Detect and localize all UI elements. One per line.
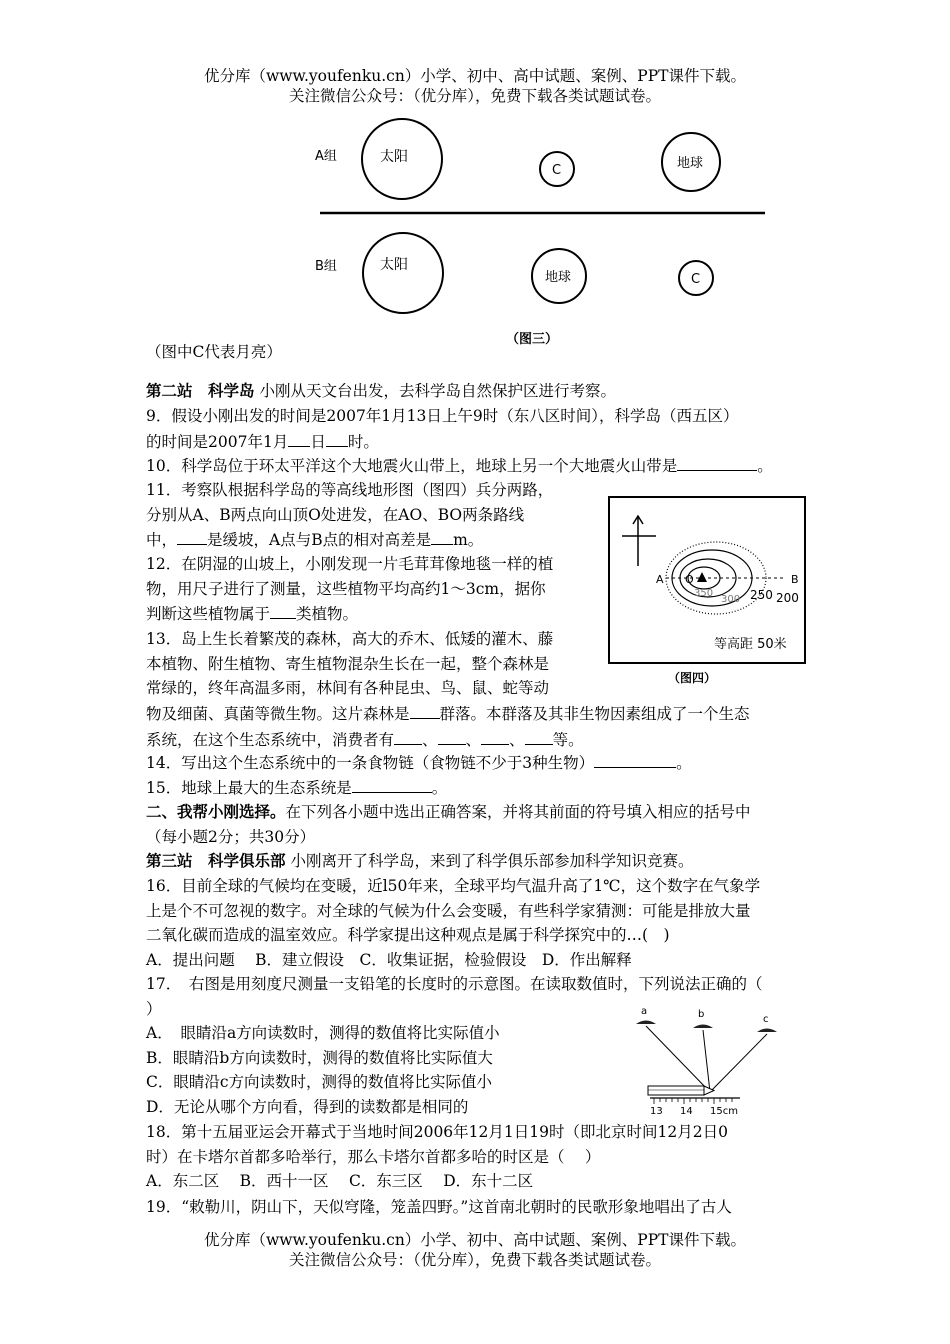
q13-consumer-blank-4[interactable]	[525, 727, 553, 745]
point-o-label: O	[685, 573, 694, 586]
q13-text-c: 系统，在这个生态系统中，消费者有	[146, 730, 395, 749]
header-line-1: 优分库（www.youfenku.cn）小学、初中、高中试题、案例、PPT课件下载。	[203, 67, 747, 85]
eye-c-icon	[757, 1029, 777, 1033]
figure-4	[608, 496, 808, 688]
section-2-line-1	[146, 800, 810, 825]
eye-b-label: b	[698, 1009, 705, 1020]
peak-marker	[697, 572, 707, 582]
q11-text-c: m。	[453, 531, 484, 549]
point-a-label: A	[656, 573, 664, 586]
q14-text: 14．写出这个生态系统中的一条食物链（食物链不少于3种生物）	[146, 754, 595, 772]
q14-end: 。	[676, 754, 692, 772]
contour-300-label: 300	[721, 594, 741, 605]
q13-sep-3: 、	[509, 730, 525, 749]
figure-3-caption: （图三）	[506, 332, 559, 347]
section-2-text: 在下列各小题中选出正确答案，并将其前面的符号填入相应的括号中	[285, 803, 751, 821]
q9-text-c: 时。	[347, 432, 379, 451]
q10-end: 。	[757, 457, 773, 475]
station-3	[146, 849, 810, 874]
q11-line-1: 11．考察队根据科学岛的等高线地形图（图四）兵分两路，	[146, 481, 554, 499]
q17-option-c: C．眼睛沿c方向读数时，测得的数值将比实际值小	[146, 1073, 493, 1091]
question-10	[146, 453, 826, 479]
q17-option-b: B．眼睛沿b方向读数时，测得的数值将比实际值大	[146, 1048, 493, 1067]
q13-line-5	[146, 727, 810, 753]
ruler-ticks	[654, 1098, 732, 1104]
q14-blank[interactable]	[594, 750, 676, 768]
q13-consumer-blank-2[interactable]	[438, 727, 466, 745]
station-2-intro: 小刚从天文台出发，去科学岛自然保护区进行考察。	[259, 382, 616, 400]
q10-blank[interactable]	[677, 453, 757, 471]
question-16	[146, 874, 810, 972]
tick-13-label: 13	[650, 1106, 663, 1117]
question-18	[146, 1120, 810, 1194]
question-9	[146, 404, 810, 454]
question-15	[146, 775, 810, 801]
section-2	[146, 800, 810, 849]
q11-height-blank[interactable]	[431, 527, 453, 545]
footer-line-2: 关注微信公众号：（优分库），免费下载各类试题试卷。	[288, 1251, 661, 1269]
q12-text-b: 类植物。	[296, 605, 359, 623]
station-3-title: 第三站 科学俱乐部	[146, 851, 286, 870]
q11-text-b: 是缓坡，A点与B点的相对高差是	[207, 531, 432, 549]
q13-text-a: 物及细菌、真菌等微生物。这片森林是	[146, 705, 410, 723]
q18-options: A．东二区 B．西十一区 C．东三区 D．东十二区	[146, 1172, 534, 1190]
contour-200-label: 200	[776, 591, 799, 605]
eye-b-icon	[693, 1025, 713, 1029]
point-b-label: B	[791, 573, 799, 586]
q12-line-2: 物，用尺子进行了测量，这些植物平均高约1～3cm，据你	[146, 579, 546, 598]
q12-line-1: 12．在阴湿的山坡上，小刚发现一片毛茸茸像地毯一样的植	[146, 555, 554, 573]
moon-a-label: C	[552, 163, 562, 178]
q12-blank[interactable]	[270, 601, 296, 619]
q17-line-2: ）	[146, 999, 162, 1018]
q13-line-2: 本植物、附生植物、寄生植物混杂生长在一起，整个森林是	[146, 654, 550, 673]
q9-line-1: 9．假设小刚出发的时间是2007年1月13日上午9时（东八区时间），科学岛（西五区）	[146, 407, 739, 425]
q9-text-b: 日	[310, 432, 326, 451]
q12-text-a: 判断这些植物属于	[146, 605, 271, 623]
figure-4-caption: （图四）	[668, 671, 717, 685]
q17-line-1: 17． 右图是用刻度尺测量一支铅笔的长度时的示意图。在读取数值时，下列说法正确的（	[146, 975, 763, 993]
station-3-intro: 小刚离开了科学岛，来到了科学俱乐部参加科学知识竞赛。	[290, 852, 694, 870]
q15-text: 15．地球上最大的生态系统是	[146, 779, 352, 797]
sun-a-label: 太阳	[380, 149, 408, 165]
q9-day-blank[interactable]	[288, 429, 310, 447]
sight-line-a	[646, 1026, 710, 1092]
q11-line-2: 分别从A、B两点向山顶O处进发，在AO、BO两条路线	[146, 505, 525, 524]
q17-option-d: D．无论从哪个方向看，得到的读数都是相同的	[146, 1097, 469, 1116]
q11-text-a: 中，	[146, 531, 178, 549]
pencil-body	[648, 1086, 704, 1095]
question-13-top	[146, 627, 596, 701]
q17-option-a: A． 眼睛沿a方向读数时，测得的数值将比实际值小	[146, 1024, 500, 1042]
q13-consumer-blank-1[interactable]	[394, 727, 422, 745]
q13-text-d: 等。	[552, 730, 584, 749]
question-13-bottom	[146, 701, 810, 752]
q13-line-3: 常绿的，终年高温多雨，林间有各种昆虫、鸟、鼠、蛇等动	[146, 679, 550, 697]
sight-line-c	[710, 1034, 767, 1092]
question-12	[146, 552, 596, 627]
figure-3	[300, 110, 780, 350]
q11-slope-blank[interactable]	[177, 527, 207, 545]
tick-15-label: 15cm	[710, 1106, 738, 1117]
contour-250-label: 250	[750, 588, 773, 602]
moon-b-label: C	[691, 272, 701, 287]
question-11	[146, 478, 596, 553]
q9-hour-blank[interactable]	[326, 429, 348, 447]
contour-350-label: 350	[694, 588, 714, 599]
q10-text: 10．科学岛位于环太平洋这个大地震火山带上，地球上另一个大地震火山带是	[146, 457, 678, 475]
q13-line-1: 13．岛上生长着繁茂的森林，高大的乔木、低矮的灌木、藤	[146, 630, 554, 648]
q13-text-b: 群落。本群落及其非生物因素组成了一个生态	[439, 705, 750, 723]
eye-c-label: c	[763, 1014, 769, 1025]
q13-consumer-blank-3[interactable]	[481, 727, 509, 745]
question-14	[146, 750, 810, 776]
q16-line-2: 上是个不可忽视的数字。对全球的气候为什么会变暖，有些科学家猜测：可能是排放大量	[146, 901, 751, 920]
q18-line-2: 时）在卡塔尔首都多哈举行，那么卡塔尔首都多哈的时区是（ ）	[146, 1147, 601, 1166]
q15-end: 。	[431, 779, 448, 797]
ruler-figure	[630, 1000, 790, 1120]
station-2	[146, 379, 810, 404]
q16-line-1: 16．目前全球的气候均在变暖，近l50年来，全球平均气温升高了1℃，这个数字在气象学	[146, 877, 761, 895]
q19-line-1: 19．“敕勒川，阴山下，天似穹隆，笼盖四野。”这首南北朝时的民歌形象地唱出了古人	[146, 1198, 732, 1216]
section-2-line-2: （每小题2分；共30分）	[146, 827, 316, 846]
tick-14-label: 14	[680, 1106, 693, 1117]
eye-a-icon	[636, 1021, 656, 1025]
q18-line-1: 18．第十五届亚运会开幕式于当地时间2006年12月1日19时（即北京时间12月2日0	[146, 1123, 728, 1141]
q13-line-4	[146, 701, 810, 727]
station-2-title: 第二站 科学岛	[146, 381, 255, 400]
q12-line-3	[146, 601, 596, 627]
sun-b-label: 太阳	[380, 257, 408, 273]
q13-sep-1: 、	[422, 730, 438, 749]
group-b-label: B组	[315, 259, 337, 274]
q9-line-2	[146, 429, 810, 455]
q13-community-blank[interactable]	[410, 701, 440, 719]
sun-b-circle	[363, 233, 443, 313]
section-2-title: 二、我帮小刚选择。	[146, 802, 286, 821]
header-line-2: 关注微信公众号：（优分库），免费下载各类试题试卷。	[288, 87, 661, 105]
q16-options: A．提出问题 B．建立假设 C．收集证据，检验假设 D．作出解释	[146, 950, 632, 969]
earth-b-label: 地球	[545, 270, 572, 285]
q16-line-3: 二氧化碳而造成的温室效应。科学家提出这种观点是属于科学探究中的…( )	[146, 926, 670, 944]
figure-3-note: （图中C代表月亮）	[146, 343, 282, 361]
q11-line-3	[146, 527, 596, 553]
contour-interval: 等高距 50米	[714, 637, 787, 652]
earth-a-label: 地球	[677, 156, 704, 171]
q15-blank[interactable]	[352, 775, 432, 793]
footer-line-1: 优分库（www.youfenku.cn）小学、初中、高中试题、案例、PPT课件下载。	[203, 1231, 747, 1249]
sight-line-b	[703, 1030, 710, 1092]
group-a-label: A组	[315, 149, 337, 164]
q13-sep-2: 、	[465, 730, 482, 749]
q9-text-a: 的时间是2007年1月	[146, 432, 289, 451]
eye-a-label: a	[641, 1006, 648, 1017]
question-19	[146, 1195, 810, 1220]
